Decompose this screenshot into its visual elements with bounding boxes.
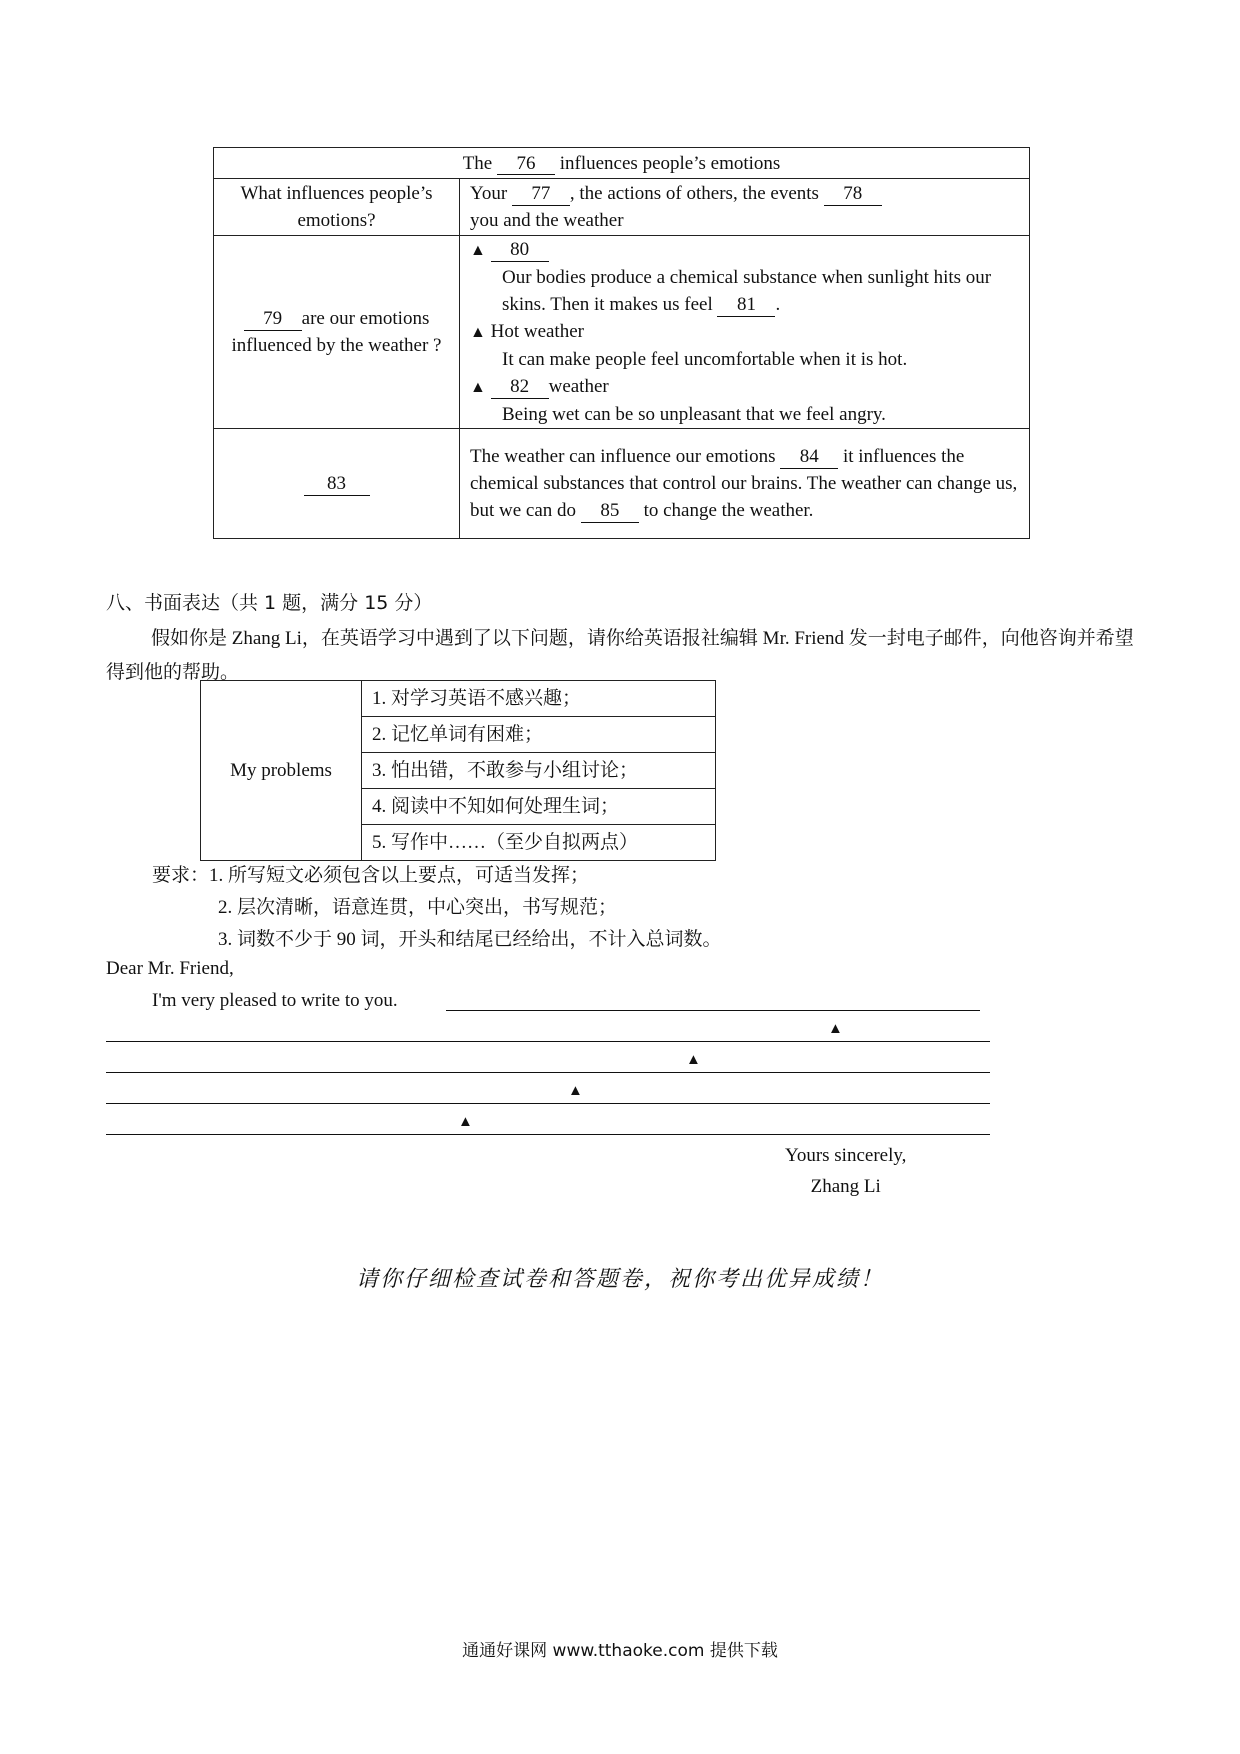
- question-2-text: are our emotions influenced by the weather ?: [231, 308, 442, 356]
- header-suffix: influences people’s emotions: [559, 152, 781, 174]
- answer-1-suffix: you and the weather: [470, 210, 624, 231]
- answer-cell-1: [460, 179, 1030, 236]
- writing-line[interactable]: [106, 1103, 990, 1104]
- blank-80[interactable]: 80: [491, 240, 549, 262]
- blank-83[interactable]: 83: [304, 474, 370, 496]
- answer-3-middle: it influences the chemical substances that control our brains. The weather can change us, but we can do: [470, 446, 1018, 521]
- item-2-text: It can make people feel uncomfortable when it is hot.: [502, 349, 908, 370]
- letter-opening: I'm very pleased to write to you.: [152, 990, 398, 1011]
- writing-line[interactable]: [446, 1010, 980, 1011]
- blank-78[interactable]: 78: [824, 184, 882, 206]
- section-title: 八、书面表达（共 1 题，满分 15 分）: [106, 592, 433, 614]
- blank-84[interactable]: 84: [780, 447, 838, 469]
- closing-note: 请你仔细检查试卷和答题卷，祝你考出优异成绩！: [355, 1266, 884, 1291]
- blank-77[interactable]: 77: [512, 184, 570, 206]
- writing-line[interactable]: [106, 1072, 990, 1073]
- answer-cell-3: [460, 429, 1030, 539]
- emotion-summary-table: [213, 147, 1030, 539]
- closing-phrase: Yours sincerely,: [785, 1145, 907, 1166]
- header-prefix: The: [462, 152, 493, 174]
- blank-81[interactable]: 81: [717, 295, 775, 317]
- blank-82[interactable]: 82: [491, 377, 549, 399]
- problems-table: [200, 680, 716, 861]
- problem-item: 3. 怕出错，不敢参与小组讨论；: [362, 753, 716, 789]
- answer-3-suffix: to change the weather.: [643, 500, 814, 521]
- triangle-icon: ▲: [470, 242, 486, 259]
- requirement-2: 2. 层次清晰，语意连贯，中心突出，书写规范；: [218, 897, 618, 918]
- requirements: [152, 860, 722, 956]
- item-3-text: Being wet can be so unpleasant that we feel angry.: [502, 404, 886, 425]
- answer-1-prefix: Your: [470, 183, 508, 204]
- problem-item: 2. 记忆单词有困难；: [362, 717, 716, 753]
- writing-line[interactable]: [106, 1134, 990, 1135]
- answer-1-middle: , the actions of others, the events: [569, 183, 819, 204]
- requirement-3: 3. 词数不少于 90 词，开头和结尾已经给出，不计入总词数。: [218, 929, 722, 950]
- blank-85[interactable]: 85: [581, 501, 639, 523]
- answer-cell-2: [460, 236, 1030, 429]
- letter-closing: [785, 1140, 906, 1202]
- letter-greeting: Dear Mr. Friend,: [106, 958, 234, 979]
- question-cell-1: What influences people’s emotions?: [214, 179, 460, 236]
- writing-line[interactable]: [106, 1041, 990, 1042]
- triangle-icon: ▲: [568, 1083, 583, 1099]
- triangle-icon: ▲: [686, 1052, 701, 1068]
- answer-3-prefix: The weather can influence our emotions: [470, 446, 776, 467]
- task-instructions: 假如你是 Zhang Li，在英语学习中遇到了以下问题，请你给英语报社编辑 Mr. Friend 发一封电子邮件，向他咨询并希望得到他的帮助。: [106, 628, 1134, 683]
- table-header: [214, 148, 1030, 179]
- problem-item: 1. 对学习英语不感兴趣；: [362, 681, 716, 717]
- page-footer: 通通好课网 www.tthaoke.com 提供下载: [462, 1641, 778, 1661]
- requirement-1: 要求：1. 所写短文必须包含以上要点，可适当发挥；: [152, 865, 590, 886]
- blank-79[interactable]: 79: [244, 309, 302, 331]
- item-2-title: Hot weather: [490, 321, 584, 342]
- problems-label: My problems: [201, 681, 362, 861]
- signature-name: Zhang Li: [810, 1176, 881, 1197]
- triangle-icon: ▲: [470, 324, 486, 341]
- triangle-icon: ▲: [828, 1021, 843, 1037]
- question-cell-3: [214, 429, 460, 539]
- item-3-word: weather: [548, 376, 609, 397]
- triangle-icon: ▲: [470, 379, 486, 396]
- item-1-text: Our bodies produce a chemical substance when sunlight hits our skins. Then it makes us feel 81 .: [502, 267, 992, 315]
- problem-item: 5. 写作中……（至少自拟两点）: [362, 825, 716, 861]
- blank-76[interactable]: 76: [497, 154, 555, 176]
- question-cell-2: [214, 236, 460, 429]
- triangle-icon: ▲: [458, 1114, 473, 1130]
- problem-item: 4. 阅读中不知如何处理生词；: [362, 789, 716, 825]
